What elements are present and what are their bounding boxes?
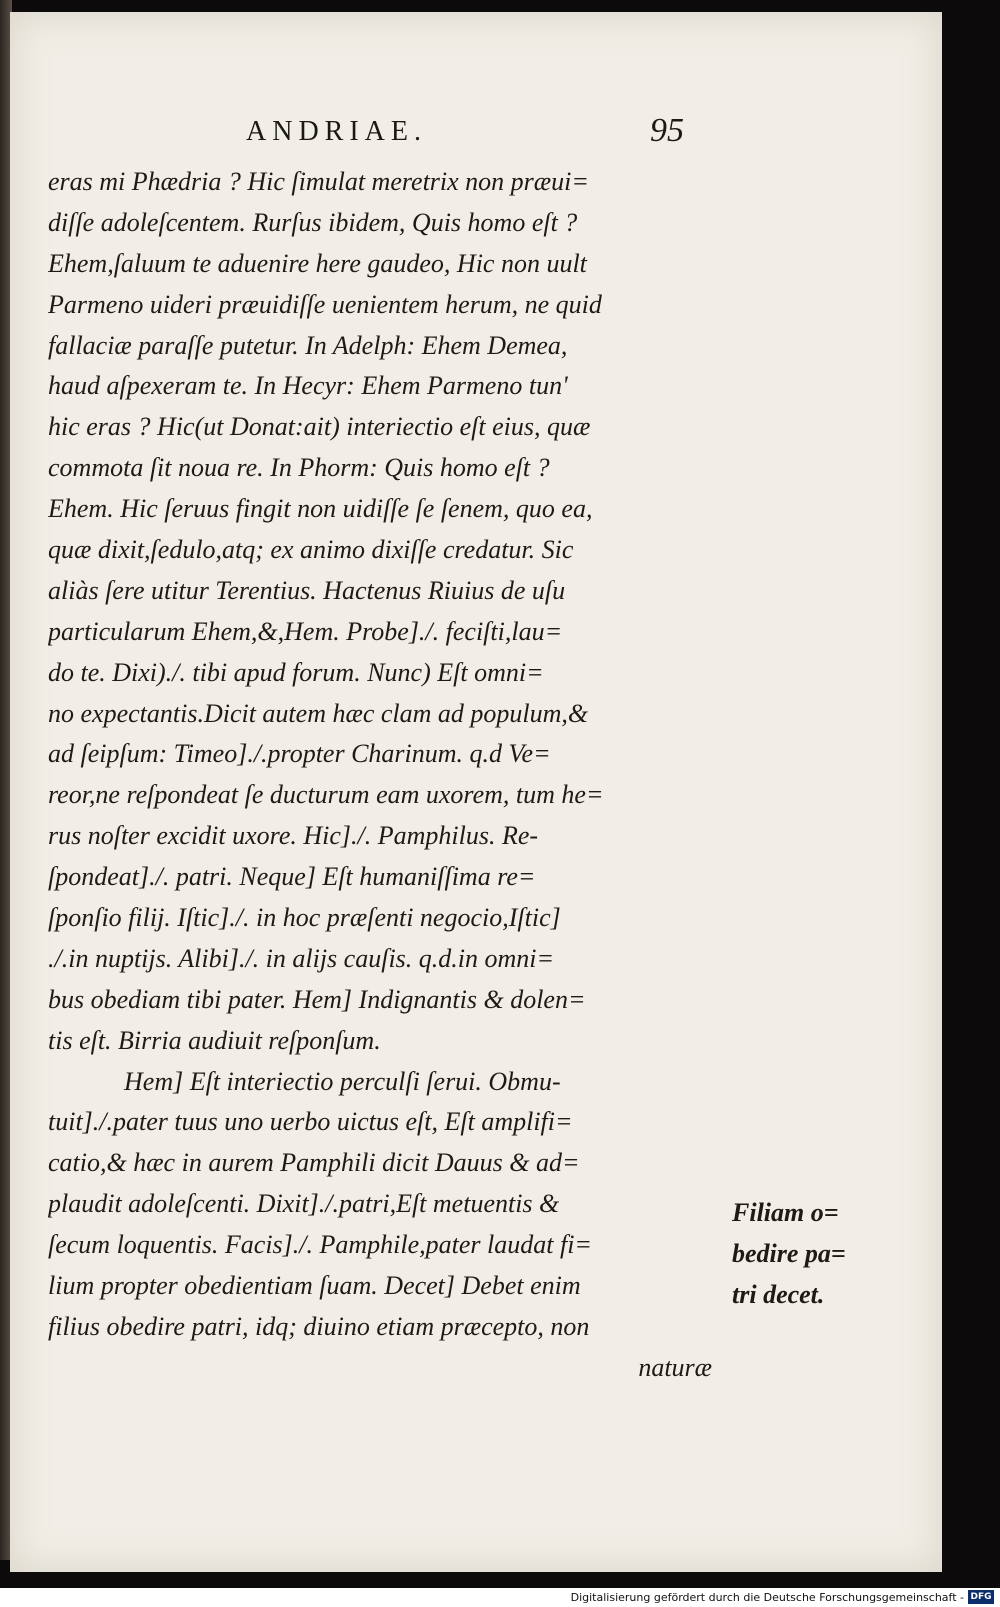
- text-line: plaudit adoleſcenti. Dixit]./.patri,Eſt metuentis &: [48, 1189, 560, 1219]
- paragraph-start-line: Hem] Eſt interiectio perculſi ſerui. Obmu-: [124, 1066, 561, 1096]
- marginal-note-line: tri decet.: [732, 1280, 825, 1309]
- text-line: particularum Ehem,&,Hem. Probe]./. feciſti,lau=: [48, 616, 563, 646]
- text-line: aliàs ſere utitur Terentius. Hactenus Riuius de uſu: [48, 575, 566, 605]
- text-line: tis eſt. Birria audiuit reſponſum.: [48, 1025, 381, 1055]
- marginal-note-line: Filiam o=: [732, 1198, 839, 1227]
- text-line: hic eras ? Hic(ut Donat:ait) interiectio eſt eius, quæ: [48, 412, 591, 442]
- page-header: [10, 112, 942, 156]
- text-line: quæ dixit,ſedulo,atq; ex animo dixiſſe credatur. Sic: [48, 535, 574, 565]
- text-line: Ehem. Hic ſeruus fingit non uidiſſe ſe ſenem, quo ea,: [48, 494, 593, 524]
- page-number: 95: [650, 112, 684, 149]
- text-line: ad ſeipſum: Timeo]./.propter Charinum. q.d Ve=: [48, 739, 551, 769]
- text-line: bus obediam tibi pater. Hem] Indignantis & dolen=: [48, 984, 586, 1014]
- text-line: commota ſit noua re. In Phorm: Quis homo eſt ?: [48, 453, 550, 483]
- text-line: fallaciæ paraſſe putetur. In Adelph: Ehem Demea,: [48, 330, 568, 360]
- dfg-logo: DFG: [968, 1590, 994, 1604]
- catchword: naturæ: [638, 1352, 712, 1382]
- text-line: catio,& hæc in aurem Pamphili dicit Dauus & ad=: [48, 1148, 580, 1178]
- running-head: ANDRIAE.: [246, 116, 427, 147]
- text-line: rus noſter excidit uxore. Hic]./. Pamphilus. Re-: [48, 821, 539, 851]
- marginal-note-line: bedire pa=: [732, 1239, 846, 1268]
- text-line: no expectantis.Dicit autem hæc clam ad populum,&: [48, 698, 589, 728]
- text-line: Parmeno uideri præuidiſſe uenientem herum, ne quid: [48, 289, 602, 319]
- book-page: [10, 12, 942, 1572]
- text-line: lium propter obedientiam ſuam. Decet] Debet enim: [48, 1271, 581, 1301]
- text-line: ſecum loquentis. Facis]./. Pamphile,pater laudat fi=: [48, 1230, 592, 1260]
- text-line: diſſe adoleſcentem. Rurſus ibidem, Quis homo eſt ?: [48, 207, 578, 237]
- text-line: filius obedire patri, idq; diuino etiam præcepto, non: [48, 1311, 590, 1341]
- text-line: haud aſpexeram te. In Hecyr: Ehem Parmeno tun': [48, 371, 568, 401]
- text-line: ſponſio filij. Iſtic]./. in hoc præſenti negocio,Iſtic]: [48, 903, 561, 933]
- text-line: reor,ne reſpondeat ſe ducturum eam uxorem, tum he=: [48, 780, 604, 810]
- text-line: Ehem,ſaluum te aduenire here gaudeo, Hic non uult: [48, 248, 587, 278]
- digitization-credit: Digitalisierung gefördert durch die Deutsche Forschungsgemeinschaft -: [570, 1591, 964, 1604]
- text-line: eras mi Phædria ? Hic ſimulat meretrix non præui=: [48, 167, 589, 196]
- text-line: ./.in nuptijs. Alibi]./. in alijs cauſis. q.d.in omni=: [48, 943, 555, 973]
- text-line: do te. Dixi)./. tibi apud forum. Nunc) Eſt omni=: [48, 657, 544, 687]
- text-line: ſpondeat]./. patri. Neque] Eſt humaniſſima re=: [48, 862, 536, 892]
- text-line: tuit]./.pater tuus uno uerbo uictus eſt, Eſt amplifi=: [48, 1107, 573, 1137]
- marginal-note: [732, 1192, 882, 1315]
- main-text-block: [48, 162, 712, 1389]
